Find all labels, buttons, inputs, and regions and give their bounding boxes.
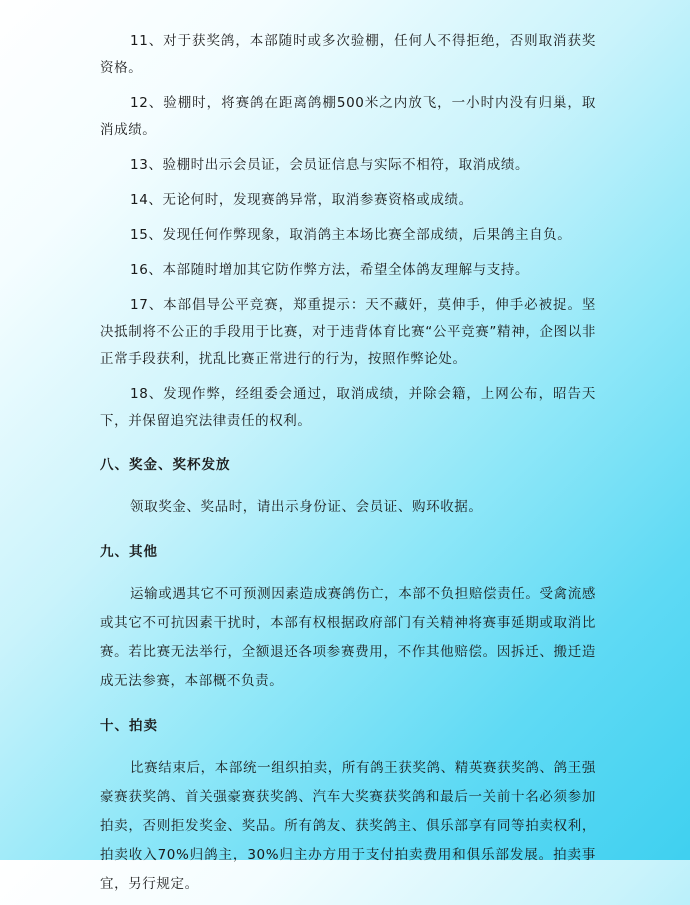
section-heading-prizes: 八、奖金、奖杯发放	[100, 457, 231, 473]
section-body-auction: 比赛结束后，本部统一组织拍卖，所有鸽王获奖鸽、精英赛获奖鸽、鸽王强豪赛获奖鸽、首关强豪赛获奖鸽、汽车大奖赛获奖鸽和最后一关前十名必须参加拍卖，否则拒发奖金、奖品。所有鸽友、获奖鸽主、俱乐部享有同等拍卖权利，拍卖收入70%归鸽主，30%归主办方用于支付拍卖费用和俱乐部发展。拍卖事宜，另行规定。	[100, 760, 596, 892]
rule-16: 16、本部随时增加其它防作弊方法，希望全体鸽友理解与支持。	[130, 262, 530, 278]
section-heading-other: 九、其他	[100, 544, 158, 560]
rule-17: 17、本部倡导公平竞赛，郑重提示：天不藏奸，莫伸手，伸手必被捉。坚决抵制将不公正的手段用于比赛，对于违背体育比赛“公平竞赛”精神，企图以非正常手段获利，扰乱比赛正常进行的行为，按照作弊论处。	[100, 297, 596, 367]
section-heading-auction: 十、拍卖	[100, 718, 158, 734]
rule-11: 11、对于获奖鸽，本部随时或多次验棚，任何人不得拒绝，否则取消获奖资格。	[100, 33, 596, 76]
rule-15: 15、发现任何作弊现象，取消鸽主本场比赛全部成绩，后果鸽主自负。	[130, 227, 572, 243]
document-content	[100, 28, 596, 905]
rule-13: 13、验棚时出示会员证，会员证信息与实际不相符，取消成绩。	[130, 157, 530, 173]
rule-14: 14、无论何时，发现赛鸽异常，取消参赛资格或成绩。	[130, 192, 473, 208]
section-body-other: 运输或遇其它不可预测因素造成赛鸽伤亡，本部不负担赔偿责任。受禽流感或其它不可抗因素干扰时，本部有权根据政府部门有关精神将赛事延期或取消比赛。若比赛无法举行，全额退还各项参赛费用，不作其他赔偿。因拆迁、搬迁造成无法参赛，本部概不负责。	[100, 586, 596, 689]
rule-18: 18、发现作弊，经组委会通过，取消成绩，并除会籍，上网公布，昭告天下，并保留追究法律责任的权利。	[100, 386, 596, 429]
section-body-prizes: 领取奖金、奖品时，请出示身份证、会员证、购环收据。	[130, 499, 483, 515]
rule-12: 12、验棚时，将赛鸽在距离鸽棚500米之内放飞，一小时内没有归巢，取消成绩。	[100, 95, 596, 138]
